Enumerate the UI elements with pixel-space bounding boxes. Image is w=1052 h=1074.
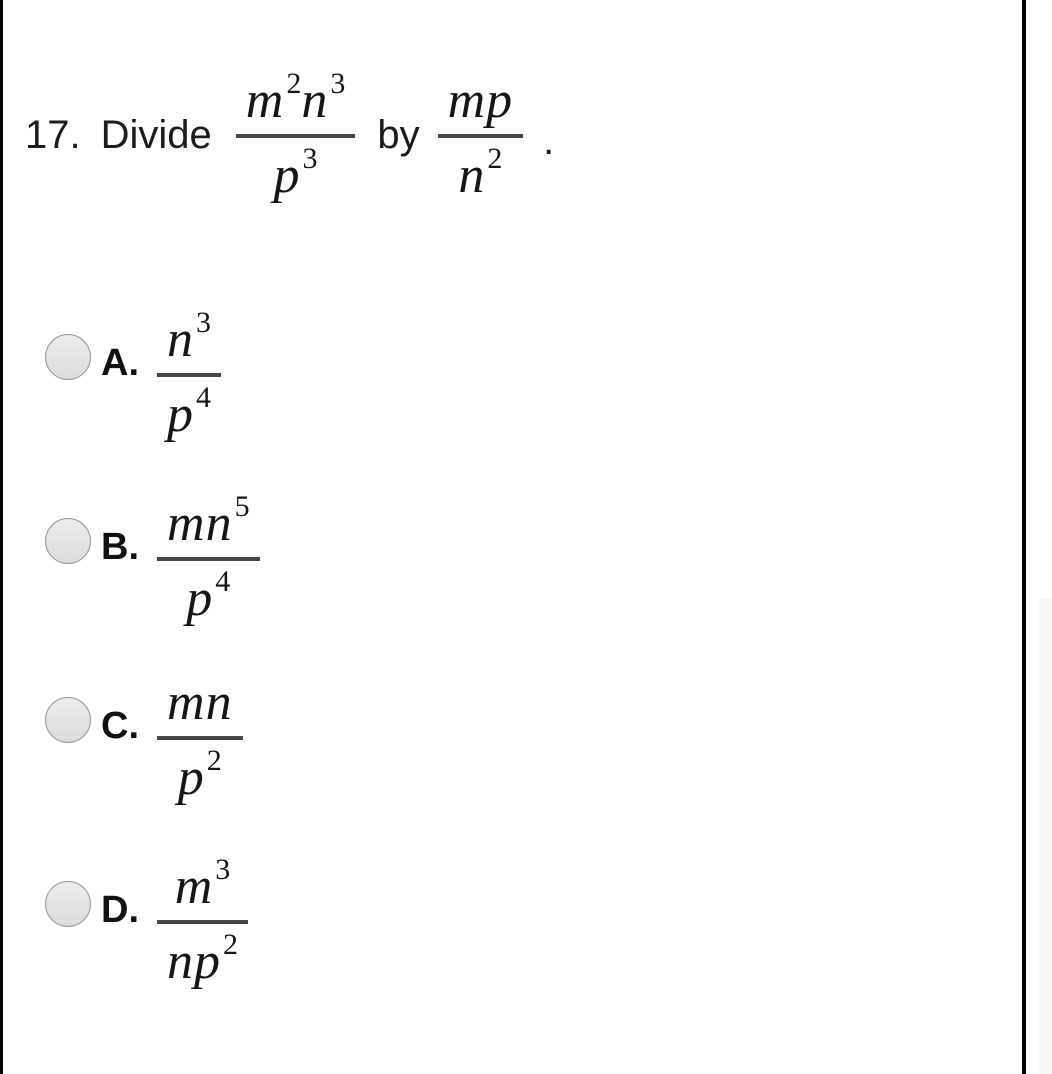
page-right-border: [1022, 0, 1026, 1074]
option-row-d: [45, 845, 248, 992]
option-row-a: [45, 298, 221, 445]
fraction-numerator: m n 5: [167, 490, 250, 552]
option-d-radio[interactable]: [45, 881, 91, 927]
fraction-denominator: n 2: [458, 142, 503, 204]
fraction-numerator: m 3: [174, 853, 231, 915]
question-row: [25, 59, 554, 206]
fraction-numerator: m n: [167, 674, 233, 731]
option-b-fraction: [157, 482, 260, 629]
option-letter: B.: [101, 526, 139, 568]
question-fraction-1: [236, 59, 356, 206]
question-fraction-2: [438, 59, 524, 206]
fraction-denominator: p 4: [167, 381, 211, 443]
fraction-numerator: m 2 n 3: [245, 67, 346, 129]
fraction-denominator: p 4: [186, 565, 231, 627]
option-row-b: [45, 482, 260, 629]
fraction-numerator: m p: [447, 72, 514, 129]
option-row-c: [45, 661, 243, 808]
question-connector: by: [377, 112, 420, 157]
option-letter: D.: [101, 889, 139, 931]
option-letter: A.: [101, 342, 139, 384]
option-a-radio[interactable]: [45, 334, 91, 380]
option-c-fraction: [157, 661, 243, 808]
fraction-numerator: n 3: [167, 306, 211, 368]
fraction-denominator: p 2: [177, 744, 222, 806]
page-left-border: [0, 0, 3, 1074]
right-gutter: [1039, 599, 1052, 1074]
fraction-denominator: p 3: [273, 142, 318, 204]
question-period: .: [543, 118, 555, 163]
option-letter: C.: [101, 705, 139, 747]
question-number: 17.: [25, 112, 81, 157]
option-d-fraction: [157, 845, 248, 992]
option-c-radio[interactable]: [45, 697, 91, 743]
fraction-denominator: n p 2: [167, 928, 238, 990]
option-a-fraction: [157, 298, 221, 445]
question-verb: Divide: [100, 112, 212, 157]
option-b-radio[interactable]: [45, 518, 91, 564]
